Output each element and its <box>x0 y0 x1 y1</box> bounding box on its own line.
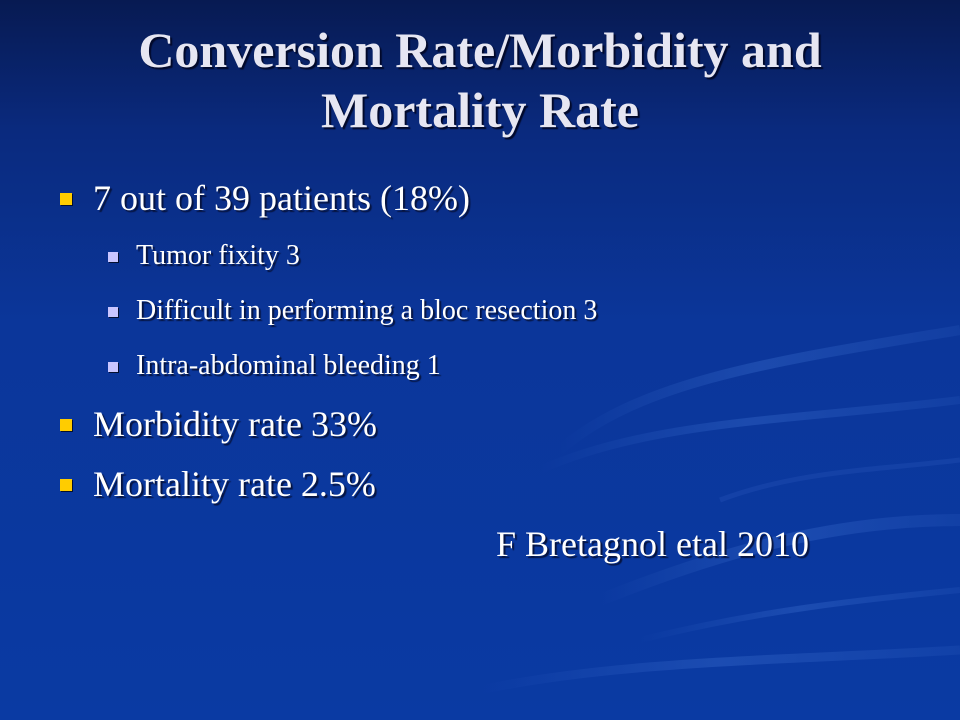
bullet-text: Mortality rate 2.5% <box>93 464 376 504</box>
title-line-2: Mortality Rate <box>321 82 639 138</box>
square-bullet-icon <box>108 362 118 372</box>
bullet-item <box>60 404 377 444</box>
sub-bullet-item <box>108 240 300 272</box>
bullet-item <box>60 464 376 504</box>
square-bullet-icon <box>60 419 72 431</box>
sub-bullet-item <box>108 350 441 382</box>
square-bullet-icon <box>108 307 118 317</box>
sub-bullet-text: Intra-abdominal bleeding 1 <box>136 350 441 381</box>
title-line-1: Conversion Rate/Morbidity and <box>138 22 822 78</box>
sub-bullet-text: Tumor fixity 3 <box>136 240 300 271</box>
square-bullet-icon <box>60 193 72 205</box>
sub-bullet-item <box>108 295 597 327</box>
bullet-text: 7 out of 39 patients (18%) <box>93 178 470 218</box>
square-bullet-icon <box>60 479 72 491</box>
sub-bullet-text: Difficult in performing a bloc resection 3 <box>136 295 598 326</box>
square-bullet-icon <box>108 252 118 262</box>
bullet-item <box>60 178 470 218</box>
bullet-text: Morbidity rate 33% <box>93 404 377 444</box>
citation: F Bretagnol etal 2010 <box>496 524 809 564</box>
